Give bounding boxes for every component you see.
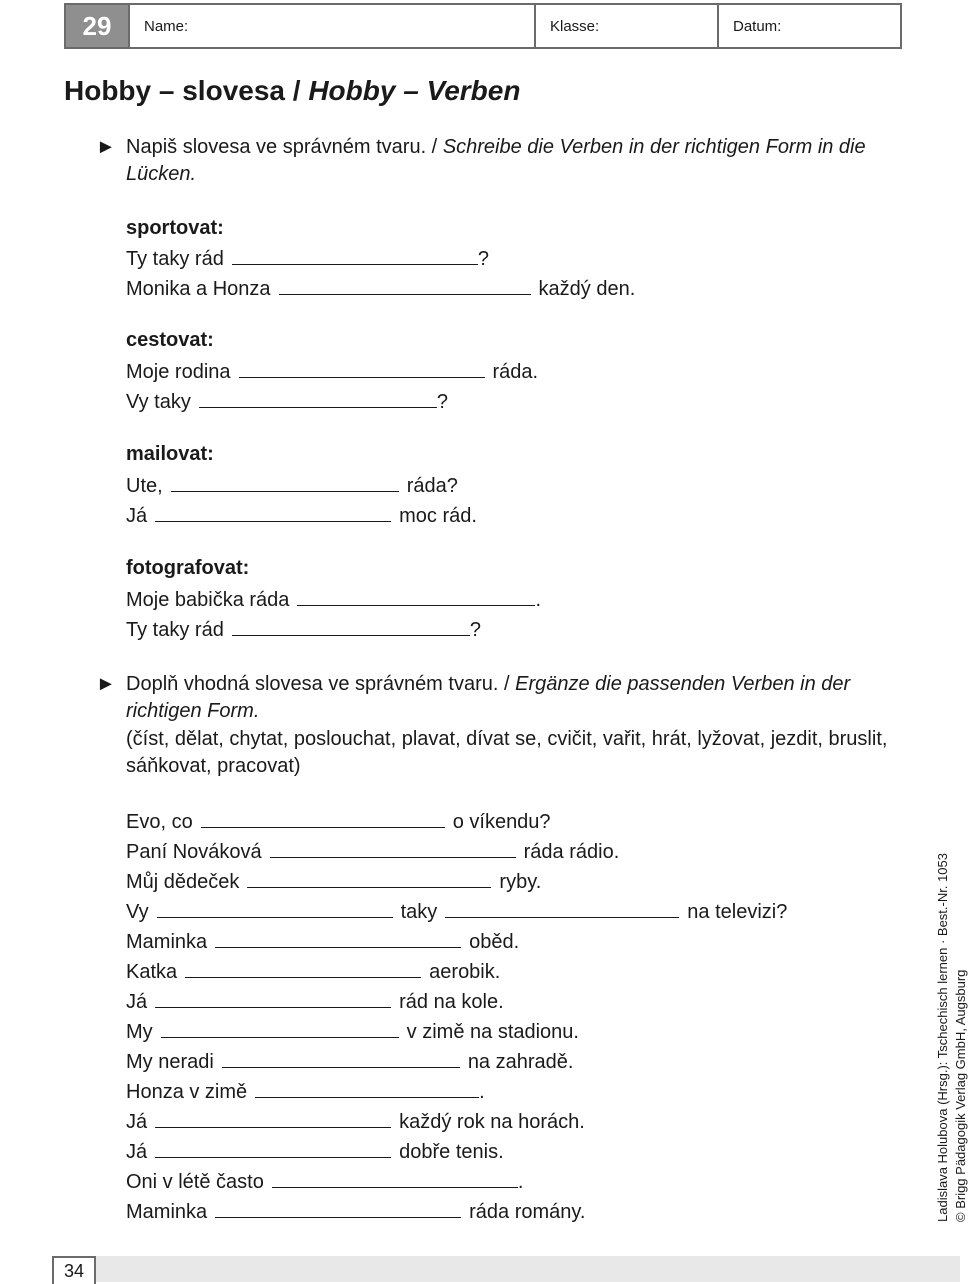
line-text-before: Můj dědeček <box>126 871 240 893</box>
task2-german: Ergänze die passenden Verben in der richtigen Form. <box>126 673 851 722</box>
line-text-after: . <box>535 589 541 611</box>
section-verb: mailovat: <box>126 443 214 465</box>
exercise-line <box>126 1169 523 1195</box>
exercise-line <box>126 1109 585 1135</box>
line-text-before: My neradi <box>126 1051 214 1073</box>
task2-instruction <box>126 671 906 725</box>
exercise-line <box>126 1049 573 1075</box>
name-field[interactable] <box>128 5 534 47</box>
line-text-before: Ute, <box>126 475 163 497</box>
line-text-after: rád na kole. <box>399 991 504 1013</box>
answer-blank[interactable] <box>247 869 491 888</box>
exercise-line <box>126 359 538 385</box>
exercise-line <box>126 929 519 955</box>
answer-blank[interactable] <box>279 276 531 295</box>
exercise-line <box>126 839 619 865</box>
answer-blank[interactable] <box>222 1049 460 1068</box>
line-text-before: Já <box>126 991 148 1013</box>
exercise-line <box>126 389 448 415</box>
line-text-before: Monika a Honza <box>126 278 271 300</box>
line-text-after: ? <box>469 619 481 641</box>
answer-blank[interactable] <box>215 929 461 948</box>
line-text-before: Moje rodina <box>126 361 231 383</box>
line-text-after: ? <box>436 391 448 413</box>
answer-blank[interactable] <box>239 359 485 378</box>
name-label: Name: <box>144 17 189 35</box>
answer-blank[interactable] <box>215 1199 461 1218</box>
footer-strip <box>96 1256 960 1282</box>
line-text-before: Vy taky <box>126 391 191 413</box>
section-verb: fotografovat: <box>126 557 250 579</box>
exercise-line <box>126 473 458 499</box>
answer-blank[interactable] <box>199 389 437 408</box>
datum-label: Datum: <box>733 17 782 35</box>
section-verb: cestovat: <box>126 329 214 351</box>
exercise-line <box>126 869 541 895</box>
line-text-before: Vy <box>126 901 149 923</box>
klasse-field[interactable] <box>534 5 717 47</box>
line-text-after: každý den. <box>538 278 636 300</box>
answer-blank[interactable] <box>155 503 391 522</box>
worksheet-number: 29 <box>66 5 128 47</box>
exercise-line <box>126 899 787 925</box>
line-text-before: Katka <box>126 961 178 983</box>
answer-blank[interactable] <box>255 1079 479 1098</box>
datum-field[interactable] <box>717 5 900 47</box>
line-text-after: aerobik. <box>429 961 501 983</box>
line-text-before: Já <box>126 1141 148 1163</box>
line-text-after: ryby. <box>499 871 542 893</box>
task1-instruction <box>126 134 906 188</box>
exercise-line <box>126 1199 586 1225</box>
line-text-before: Já <box>126 1111 148 1133</box>
exercise-line <box>126 246 489 272</box>
line-text-after: o víkendu? <box>452 811 551 833</box>
page-number: 34 <box>52 1256 96 1284</box>
exercise-line <box>126 276 635 302</box>
exercise-line <box>126 1079 485 1105</box>
exercise-line <box>126 587 541 613</box>
answer-blank[interactable] <box>161 1019 399 1038</box>
answer-blank[interactable] <box>171 473 399 492</box>
task1-czech: Napiš slovesa ve správném tvaru. / <box>126 136 438 158</box>
credit-line-2: © Brigg Pädagogik Verlag GmbH, Augsburg <box>953 969 968 1222</box>
line-text-after: každý rok na horách. <box>399 1111 585 1133</box>
answer-blank[interactable] <box>445 899 679 918</box>
line-text-after: ? <box>477 248 489 270</box>
word-bank: (číst, dělat, chytat, poslouchat, plavat, dívat se, cvičit, vařit, hrát, lyžovat, jezdit, bruslit, sáňkovat, pracovat) <box>126 728 888 777</box>
line-text-after: ráda rádio. <box>523 841 620 863</box>
answer-blank[interactable] <box>270 839 516 858</box>
title-german: Hobby – Verben <box>308 75 521 106</box>
line-text-before: Maminka <box>126 1201 208 1223</box>
section-verb: sportovat: <box>126 217 224 239</box>
exercise-line <box>126 503 477 529</box>
page-title <box>64 75 520 107</box>
line-text-after: na zahradě. <box>467 1051 574 1073</box>
line-text-after: . <box>479 1081 485 1103</box>
answer-blank[interactable] <box>272 1169 518 1188</box>
line-text-after: dobře tenis. <box>399 1141 504 1163</box>
answer-blank[interactable] <box>201 809 445 828</box>
credit-line-1: Ladislava Holubova (Hrsg.): Tschechisch lernen · Best.-Nr. 1053 <box>935 853 950 1222</box>
task1-german: Schreibe die Verben in der richtigen Form in die Lücken. <box>126 136 866 185</box>
klasse-label: Klasse: <box>550 17 600 35</box>
bullet-icon: ► <box>96 136 116 158</box>
line-text-before: Honza v zimě <box>126 1081 248 1103</box>
exercise-line <box>126 809 551 835</box>
answer-blank[interactable] <box>297 587 535 606</box>
line-text-after: . <box>517 1171 524 1193</box>
line-text-before: Ty taky rád <box>126 248 224 270</box>
answer-blank[interactable] <box>232 246 478 265</box>
exercise-line <box>126 989 504 1015</box>
header-row <box>64 3 902 49</box>
line-text-after: ráda romány. <box>469 1201 586 1223</box>
line-text-after: na televizi? <box>687 901 788 923</box>
line-text-before: Maminka <box>126 931 208 953</box>
bullet-icon: ► <box>96 673 116 695</box>
line-text-after: ráda. <box>492 361 539 383</box>
exercise-line <box>126 959 500 985</box>
line-text-before: Já <box>126 505 148 527</box>
answer-blank[interactable] <box>185 959 421 978</box>
answer-blank[interactable] <box>155 1109 391 1128</box>
line-text-after: oběd. <box>469 931 520 953</box>
line-text-before: My <box>126 1021 153 1043</box>
line-text-before: Oni v létě často <box>126 1171 264 1193</box>
answer-blank[interactable] <box>157 899 393 918</box>
answer-blank[interactable] <box>232 617 470 636</box>
line-text-middle: taky <box>400 901 438 923</box>
line-text-after: moc rád. <box>399 505 477 527</box>
task2-czech: Doplň vhodná slovesa ve správném tvaru. / <box>126 673 510 695</box>
exercise-line <box>126 1139 504 1165</box>
line-text-before: Ty taky rád <box>126 619 224 641</box>
title-czech: Hobby – slovesa / <box>64 75 301 106</box>
line-text-before: Paní Nováková <box>126 841 262 863</box>
line-text-before: Moje babička ráda <box>126 589 290 611</box>
exercise-line <box>126 1019 579 1045</box>
publisher-credit <box>934 842 970 1222</box>
answer-blank[interactable] <box>155 989 391 1008</box>
line-text-after: v zimě na stadionu. <box>406 1021 579 1043</box>
line-text-before: Evo, co <box>126 811 193 833</box>
answer-blank[interactable] <box>155 1139 391 1158</box>
exercise-line <box>126 617 481 643</box>
line-text-after: ráda? <box>406 475 458 497</box>
